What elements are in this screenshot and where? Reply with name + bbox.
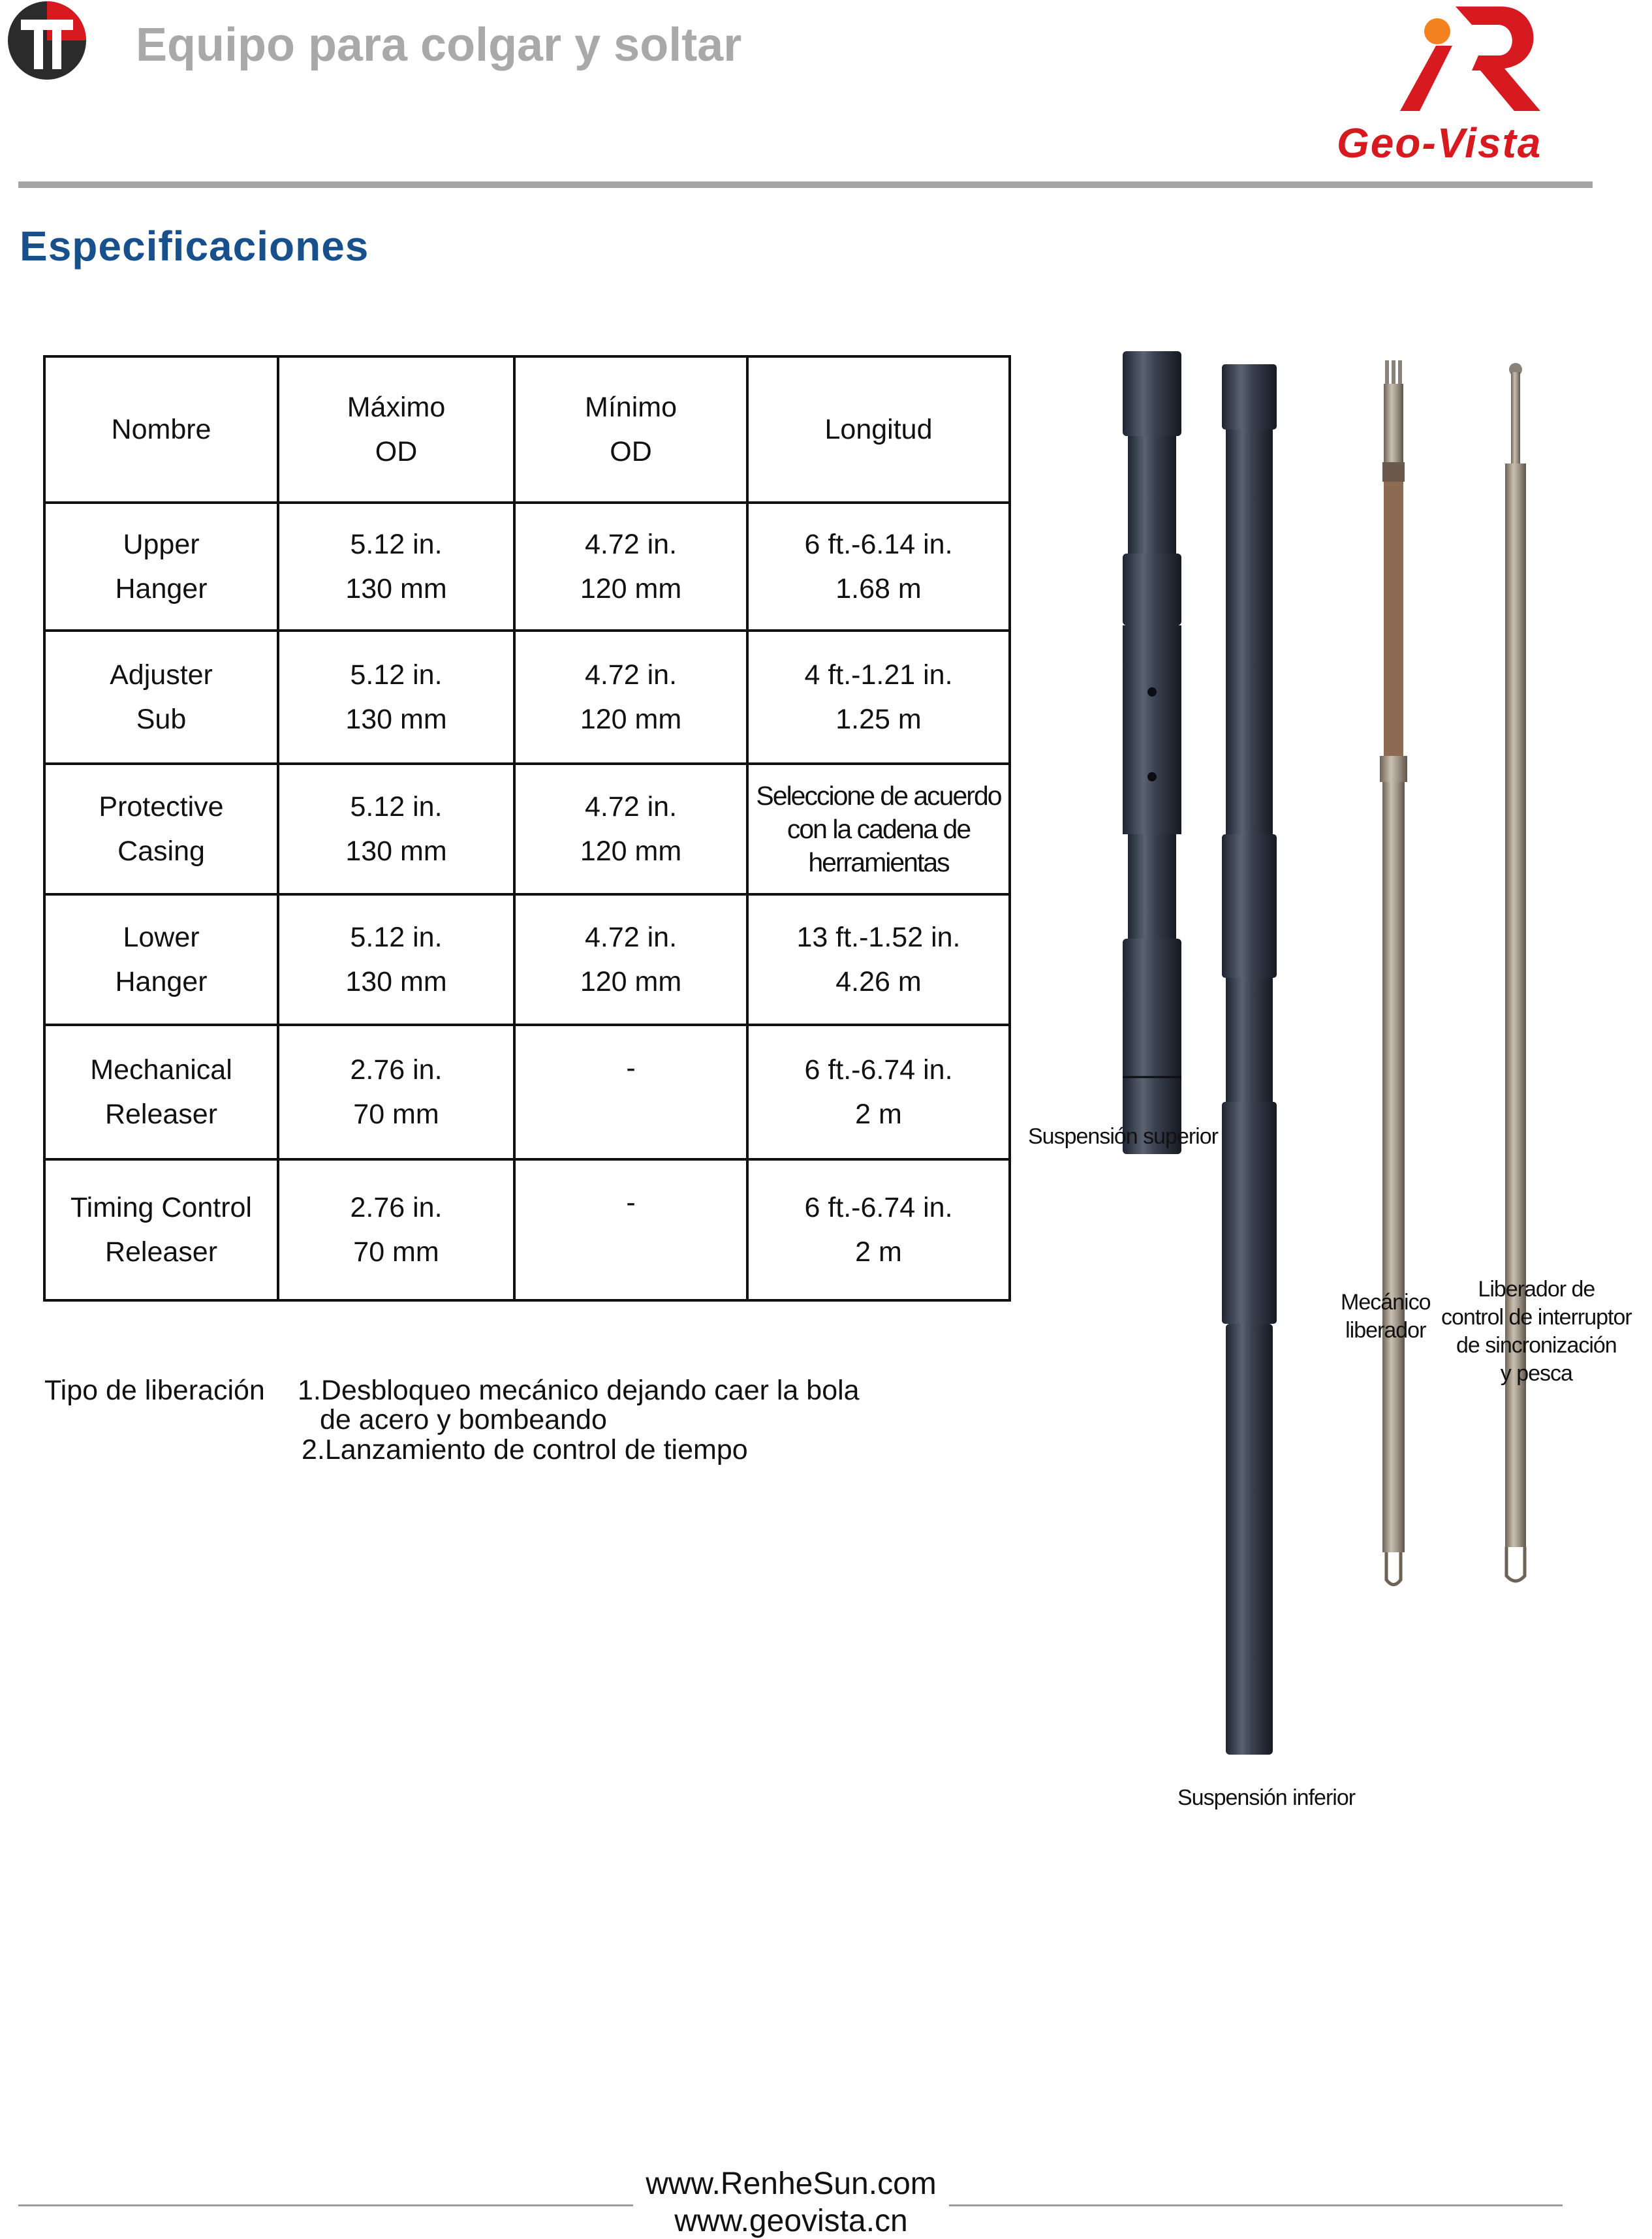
upper-hanger-image — [1123, 351, 1181, 1154]
mechanical-releaser-image — [1380, 360, 1407, 1585]
cell-max-od: 5.12 in. 130 mm — [278, 764, 514, 894]
cell-length: Seleccione de acuerdo con la cadena de herramientas — [747, 764, 1010, 894]
cell-name: Timing Control Releaser — [44, 1159, 278, 1300]
cell-name: Mechanical Releaser — [44, 1025, 278, 1159]
lower-hanger-image — [1222, 364, 1277, 1755]
cell-max-od: 5.12 in. 130 mm — [278, 894, 514, 1025]
release-type-label: Tipo de liberación — [44, 1375, 265, 1406]
cell-min-od: - — [514, 1159, 747, 1300]
cell-length: 13 ft.-1.52 in. 4.26 m — [747, 894, 1010, 1025]
release-method-2: 2.Lanzamiento de control de tiempo — [302, 1434, 748, 1465]
cell-length: 6 ft.-6.74 in. 2 m — [747, 1025, 1010, 1159]
cell-name: Adjuster Sub — [44, 631, 278, 764]
spec-table — [43, 355, 1011, 1302]
cell-max-od: 5.12 in. 130 mm — [278, 503, 514, 631]
cell-length: 6 ft.-6.74 in. 2 m — [747, 1159, 1010, 1300]
header-cell-min-od: Mínimo OD — [514, 356, 747, 503]
release-method-1: 1.Desbloqueo mecánico dejando caer la bola — [298, 1375, 860, 1406]
table-row — [44, 631, 1010, 764]
cell-min-od: 4.72 in. 120 mm — [514, 631, 747, 764]
brand-name: Geo-Vista — [1337, 119, 1542, 166]
section-title: Especificaciones — [20, 223, 369, 270]
cell-min-od: 4.72 in. 120 mm — [514, 503, 747, 631]
timing-control-releaser-image — [1505, 363, 1526, 1581]
cell-name: Protective Casing — [44, 764, 278, 894]
table-row — [44, 503, 1010, 631]
caption-mechanical-releaser: Mecánico liberador — [1341, 1290, 1431, 1343]
cell-length: 4 ft.-1.21 in. 1.25 m — [747, 631, 1010, 764]
table-header-row — [44, 356, 1010, 503]
footer-divider-right — [949, 2204, 1563, 2206]
cell-length: 6 ft.-6.14 in. 1.68 m — [747, 503, 1010, 631]
cell-name: Upper Hanger — [44, 503, 278, 631]
caption-lower-hanger: Suspensión inferior — [1177, 1785, 1356, 1810]
footer-url-renhesun[interactable]: www.RenheSun.com — [646, 2167, 937, 2201]
tool-illustrations — [1110, 346, 1645, 1782]
header-cell-name: Nombre — [44, 356, 278, 503]
table-row — [44, 894, 1010, 1025]
cell-name: Lower Hanger — [44, 894, 278, 1025]
caption-upper-hanger: Suspensión superior — [1028, 1124, 1218, 1149]
header-title: Equipo para colgar y soltar — [136, 19, 742, 71]
caption-timing-releaser: Liberador de control de interruptor de sincronización y pesca — [1441, 1277, 1632, 1386]
company-logo-left — [7, 0, 88, 82]
table-row — [44, 1159, 1010, 1300]
header-divider — [18, 181, 1593, 188]
table-row — [44, 764, 1010, 894]
header-cell-max-od: Máximo OD — [278, 356, 514, 503]
cell-max-od: 5.12 in. 130 mm — [278, 631, 514, 764]
cell-min-od: - — [514, 1025, 747, 1159]
release-method-1-cont: de acero y bombeando — [320, 1404, 607, 1435]
cell-max-od: 2.76 in. 70 mm — [278, 1159, 514, 1300]
cell-max-od: 2.76 in. 70 mm — [278, 1025, 514, 1159]
cell-min-od: 4.72 in. 120 mm — [514, 764, 747, 894]
footer-divider-left — [18, 2204, 633, 2206]
footer-url-geovista[interactable]: www.geovista.cn — [674, 2204, 908, 2238]
table-row — [44, 1025, 1010, 1159]
header-cell-length: Longitud — [747, 356, 1010, 503]
cell-min-od: 4.72 in. 120 mm — [514, 894, 747, 1025]
